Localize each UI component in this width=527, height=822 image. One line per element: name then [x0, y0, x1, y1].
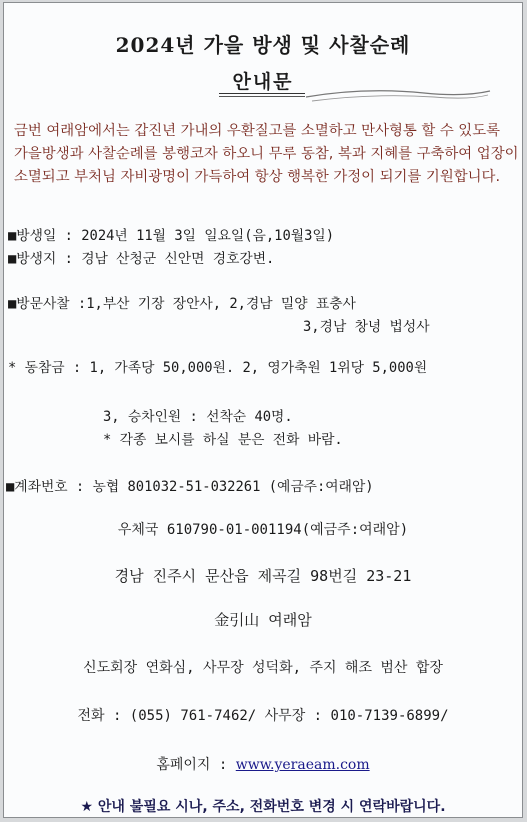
subtitle-underline: [219, 93, 305, 94]
homepage-label: 홈페이지 :: [156, 757, 236, 773]
page-subtitle: 안내문: [232, 71, 294, 93]
phone-numbers: 전화 : (055) 761-7462/ 사무장 : 010-7139-6899/: [77, 708, 449, 724]
fee-line-3: * 각종 보시를 하실 분은 전화 바람.: [103, 432, 343, 448]
event-date: ■방생일 : 2024년 11월 3일 일요일(음,10월3일): [8, 228, 335, 244]
staff-signatures: 신도회장 연화심, 사무장 성덕화, 주지 해조 범산 합장: [83, 660, 443, 676]
intro-paragraph: 금번 여래암에서는 갑진년 가내의 우환질고를 소멸하고 만사형통 할 수 있도록 가을방생과 사찰순례를 봉행코자 하오니 무루 동참, 복과 지혜를 구축하여 업장이 소멸되고 부처님 자비광명이 가득하여 항상 행복한 가정이 되기를 기원합니다.: [14, 123, 519, 185]
temple-name: 金引山 여래암: [214, 611, 312, 629]
fee-line-1: * 동참금 : 1, 가족당 50,000원. 2, 영가축원 1위당 5,000원: [8, 360, 428, 376]
visit-temples-line-1: ■방문사찰 :1,부산 기장 장안사, 2,경남 밀양 표충사: [8, 296, 356, 312]
notice-sheet: [3, 2, 523, 818]
visit-temples-line-2: 3,경남 창녕 법성사: [303, 319, 430, 335]
decorative-swoosh: [304, 83, 494, 107]
homepage-line: [4, 754, 522, 774]
page-title: 2024년 가을 방생 및 사찰순례: [115, 33, 411, 57]
subtitle-underline-double: [219, 96, 305, 97]
fee-line-2: 3, 승차인원 : 선착순 40명.: [103, 409, 293, 425]
event-place: ■방생지 : 경남 산청군 신안면 경호강변.: [8, 251, 275, 267]
account-line-2: 우체국 610790-01-001194(예금주:여래암): [117, 522, 409, 538]
temple-address: 경남 진주시 문산읍 제곡길 98번길 23-21: [114, 567, 412, 585]
homepage-link[interactable]: www.yeraeam.com: [235, 757, 370, 773]
account-line-1: ■계좌번호 : 농협 801032-51-032261 (예금주:여래암): [6, 479, 374, 495]
footer-notice: ★ 안내 불필요 시나, 주소, 전화번호 변경 시 연락바랍니다.: [80, 799, 446, 815]
